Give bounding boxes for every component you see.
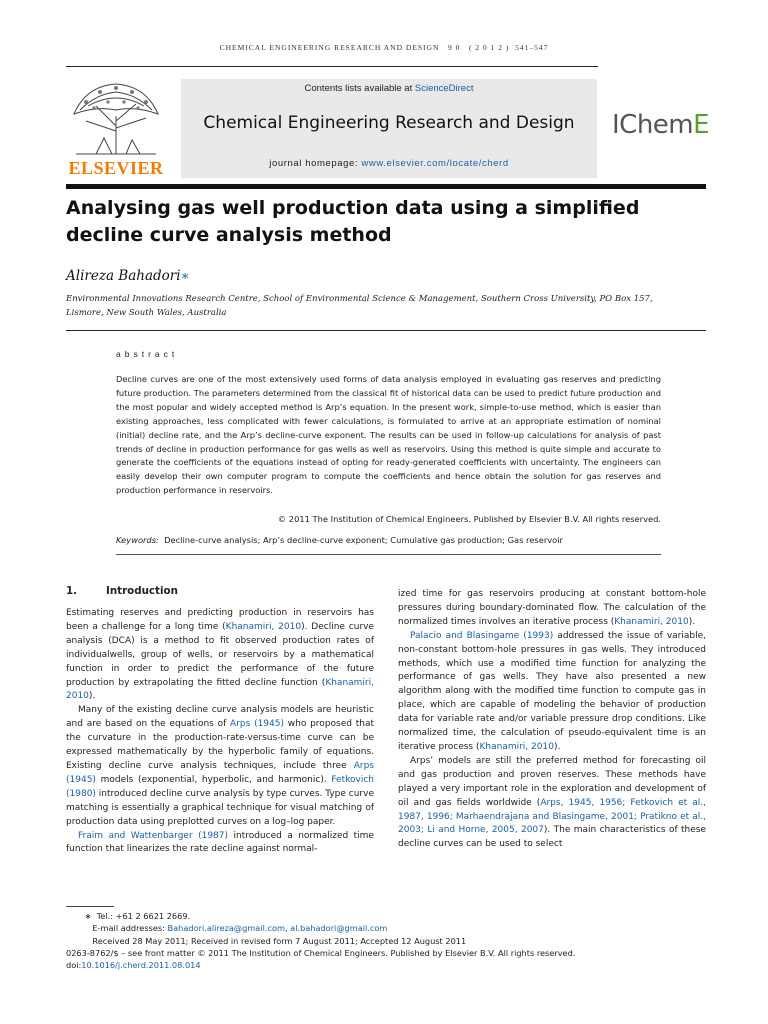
text-run: Estimating reserves and predicting production in reservoirs has been a challenge for a long time ( <box>66 608 374 632</box>
email-label: E-mail addresses: <box>92 923 168 934</box>
keywords-list: Decline-curve analysis; Arp’s decline-curve exponent; Cumulative gas production; Gas reservoir <box>164 535 563 545</box>
homepage-line <box>181 158 597 169</box>
affiliation-line-2: Lismore, New South Wales, Australia <box>66 307 227 318</box>
contents-prefix: Contents lists available at <box>304 83 415 94</box>
paragraph <box>398 755 706 852</box>
text-run: Many of the existing decline curve analysis models are heuristic and are based on the equations of <box>66 705 374 730</box>
text-run: introduced decline curve analysis by type curves. Type curve matching is essentially a graphical technique for visual matching of production data using preplotted curves on a log–log paper. <box>66 788 374 827</box>
section-heading <box>66 585 374 599</box>
footnote-email <box>66 922 706 934</box>
abstract-copyright: © 2011 The Institution of Chemical Engineers. Published by Elsevier B.V. All rights reserved. <box>277 514 661 524</box>
icheme-logo <box>612 110 709 140</box>
text-run: ). <box>688 616 696 627</box>
citation-link[interactable]: Khanamiri, 2010 <box>614 616 689 627</box>
citation-link[interactable]: Palacio and Blasingame (1993) <box>410 630 554 641</box>
footnote-issn: 0263-8762/$ – see front matter © 2011 The Institution of Chemical Engineers. Published by Elsevier B.V. All rights reserved. <box>66 947 576 958</box>
icheme-logo-accent: E <box>693 110 710 140</box>
elsevier-tree-icon <box>66 76 166 156</box>
text-run: who proposed that the curvature in the production-rate-versus-time curve can be expressed mathematically by the hyperbolic family of equations. Existing decline curve analysis techniques, include three <box>66 719 375 771</box>
author-line <box>66 268 190 284</box>
doi-link[interactable]: 10.1016/j.cherd.2011.08.014 <box>81 960 201 971</box>
keywords-label: Keywords: <box>116 535 159 545</box>
citation-link[interactable]: Arps, 1945, 1956; Fetkovich et al., 1987, 1996; Marhaendrajana and Blasingame, 2001; Pratikno et al., 2003; Li and Horne, 2005, 2007 <box>398 797 706 836</box>
homepage-url-link[interactable]: www.elsevier.com/locate/cherd <box>361 158 509 169</box>
text-run: ). <box>553 741 561 752</box>
paragraph <box>66 704 374 829</box>
affiliation-line-1: Environmental Innovations Research Centre, School of Environmental Science & Management, Southern Cross University, PO Box 157, <box>66 294 653 304</box>
contents-line <box>181 83 597 94</box>
elsevier-wordmark: ELSEVIER <box>68 158 164 178</box>
icheme-logo-main: IChem <box>612 110 694 140</box>
text-run: introduced a normalized time function that linearizes the rate decline against normal- <box>66 830 374 855</box>
affiliation-rule <box>66 330 706 331</box>
citation-link[interactable]: Arps (1945) <box>66 760 374 785</box>
citation-link[interactable]: Khanamiri, 2010 <box>66 677 374 702</box>
header-rule <box>66 66 598 67</box>
text-run: ). <box>88 691 96 702</box>
sciencedirect-link[interactable]: ScienceDirect <box>414 83 474 94</box>
email-link-2[interactable]: al.bahadori@gmail.com <box>290 923 388 934</box>
journal-title: Chemical Engineering Research and Design <box>203 113 575 133</box>
email-link-1[interactable]: Bahadori.alireza@gmail.com <box>167 923 285 934</box>
citation-link[interactable]: Khanamiri, 2010 <box>479 741 554 752</box>
paragraph <box>66 607 374 704</box>
keywords <box>116 535 661 545</box>
paragraph <box>398 588 706 630</box>
text-run: ). The main characteristics of these decline curves can be used to select <box>398 825 706 850</box>
text-run: addressed the issue of variable, non-constant bottom-hole pressures in gas wells. They introduced methods, which use a modified time function for analyzing the performance of gas wells. They have also presented a new algorithm along with the modified time function to compute gas in place, which are capable of modeling the behavior of production data for variable rate and/or variable pressure drop conditions. Like normalized time, the calculation of pseudo-equivalent time is an iterative process ( <box>398 630 706 752</box>
journal-running-title: CHEMICAL ENGINEERING RESEARCH AND DESIGN <box>219 43 440 52</box>
author-footnote-mark[interactable]: ∗ <box>180 268 190 284</box>
citation-link[interactable]: Arps (1945) <box>230 719 284 730</box>
elsevier-logo <box>66 76 166 180</box>
publication-year: ( 2 0 1 2 ) <box>468 43 510 52</box>
footnote-mark: ∗ <box>84 911 92 921</box>
running-head <box>0 43 768 52</box>
citation-link[interactable]: Fetkovich (1980) <box>66 774 374 799</box>
citation-link[interactable]: Khanamiri, 2010 <box>225 621 302 632</box>
masthead-rule <box>66 184 706 189</box>
volume-number: 9 0 <box>447 43 461 52</box>
abstract-heading: abstract <box>116 349 179 359</box>
journal-masthead <box>181 79 597 178</box>
paragraph <box>398 630 706 755</box>
author-name: Alireza Bahadori <box>66 268 181 284</box>
page-range: 541–547 <box>515 43 549 52</box>
affiliation <box>66 293 706 320</box>
abstract-text: Decline curves are one of the most extensively used forms of data analysis employed in evaluating gas reserves and predicting future production. The parameters determined from the classical fit of historical data can be used to predict future production and the most popular and widely accepted method is Arp’s equation. In the present work, simple-to-use method, which is easier than existing approaches, less complicated with fewer calculations, is formulated to arrive at an appropriate estimation of nominal (initial) decline rate, and the Arp’s decline-curve exponent. The results can be used in follow-up calculations for analysis of past trends of decline in production performance for gas wells as well as reservoirs. Using this method is quite simple and accurate to generate the coefficients of the equations instead of opting for ready-generated coefficients with uncertainty. The engineers can easily develop their own computer program to compute the coefficients and hence obtain the solution for gas reserves and production performance in reservoirs. <box>116 374 661 496</box>
telephone: Tel.: +61 2 6621 2669. <box>96 911 191 921</box>
footnote-tel <box>66 910 706 922</box>
text-run: Arps’ models are still the preferred method for forecasting oil and gas production and proven reserves. These methods have played a very important role in the exploration and development of oil and gas fields worldwide ( <box>398 755 706 808</box>
body-column-left <box>66 585 374 857</box>
footnote-rule <box>66 906 114 907</box>
section-title: Introduction <box>106 585 178 597</box>
footnote-received <box>66 935 706 947</box>
footnote-doi <box>66 959 706 971</box>
footnotes <box>66 910 706 971</box>
homepage-label: journal homepage: <box>269 158 362 169</box>
section-number: 1. <box>66 585 78 597</box>
text-run: ized time for gas reservoirs producing at constant bottom-hole pressures during boundary-dominated flow. The calculation of the normalized times involves an iterative process ( <box>398 589 706 627</box>
email-separator: , <box>284 923 291 934</box>
doi-label: doi: <box>66 960 82 971</box>
received-dates: Received 28 May 2011; Received in revised form 7 August 2011; Accepted 12 August 2011 <box>92 935 467 946</box>
citation-link[interactable]: Fraim and Wattenbarger (1987) <box>78 830 229 841</box>
abstract-rule <box>116 554 661 555</box>
paragraph <box>66 830 374 858</box>
text-run: ). Decline curve analysis (DCA) is a method to fit observed production rates of individualwells, group of wells, or reservoirs by a mathematical function in order to predict the performance of the future production by extrapolating the fitted decline function ( <box>66 621 375 688</box>
article-title: Analysing gas well production data using a simplified decline curve analysis method <box>66 197 640 246</box>
text-run: models (exponential, hyperbolic, and harmonic). <box>95 774 332 785</box>
body-column-right <box>398 588 706 852</box>
